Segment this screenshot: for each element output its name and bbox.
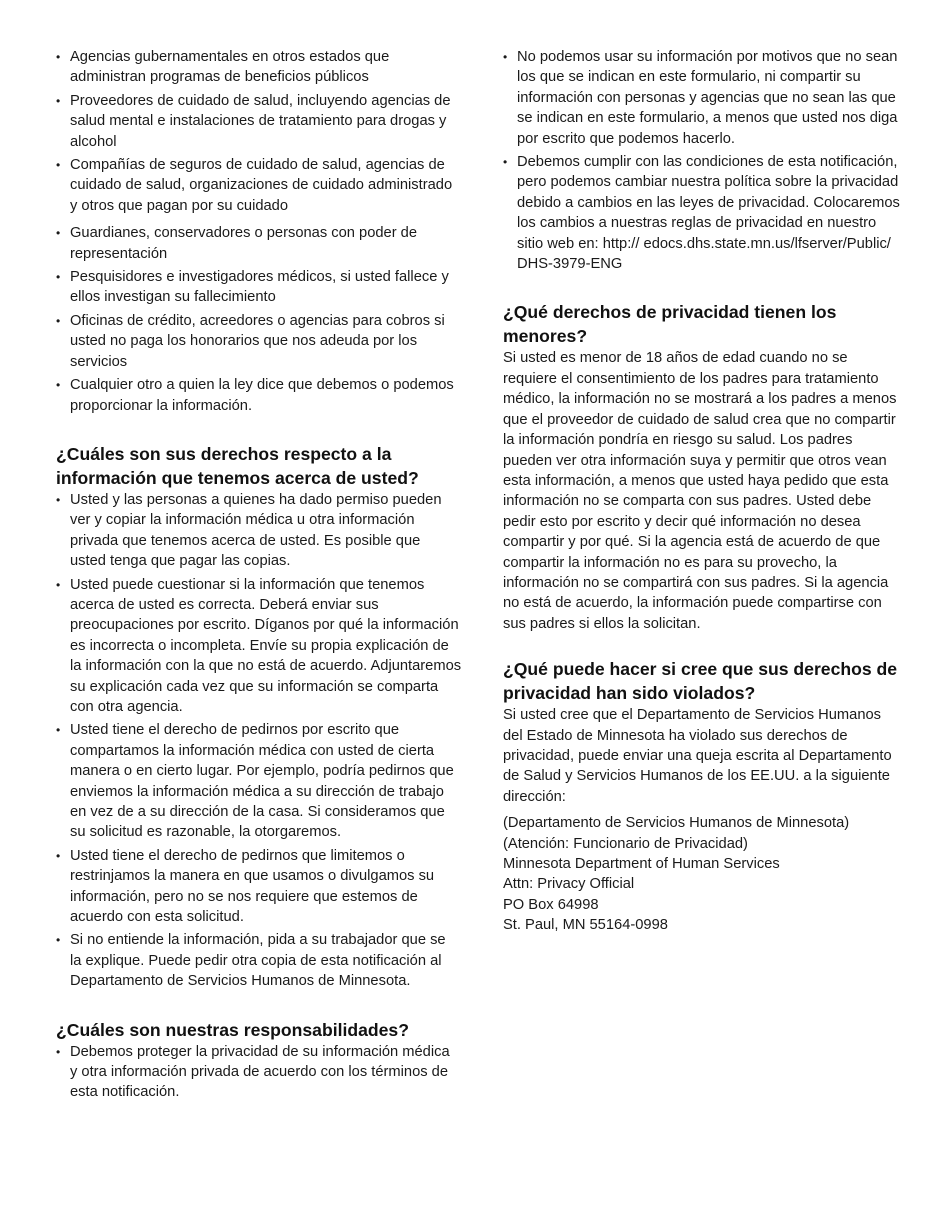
list-item: • Compañías de seguros de cuidado de salud, agencias de cuidado de salud, organizaciones de cuidado administrado y otros que pagan por su cuidado [56, 155, 456, 216]
left-column [56, 47, 462, 1106]
responsibilities-list-continued [503, 47, 901, 274]
address-line: Minnesota Department of Human Services [503, 856, 780, 872]
list-item: • Usted y las personas a quienes ha dado permiso pueden ver y copiar la información médica u otra información privada que tenemos acerca de usted. Es posible que usted tenga que pagar las copias. [56, 490, 456, 572]
mailing-address [503, 813, 901, 935]
list-item: • Debemos proteger la privacidad de su información médica y otra información privada de acuerdo con los términos de esta notificación. [56, 1042, 456, 1103]
right-column [503, 47, 901, 936]
rights-heading: ¿Cuáles son sus derechos respecto a la información que tenemos acerca de usted? [56, 443, 419, 488]
list-item: • Agencias gubernamentales en otros estados que administran programas de beneficios públicos [56, 47, 456, 88]
list-item: • Pesquisidores e investigadores médicos, si usted fallece y ellos investigan su fallecimiento [56, 267, 456, 308]
violation-heading: ¿Qué puede hacer si cree que sus derechos de privacidad han sido violados? [503, 659, 898, 704]
responsibilities-heading: ¿Cuáles son nuestras responsabilidades? [56, 1019, 409, 1040]
list-item: • No podemos usar su información por motivos que no sean los que se indican en este formulario, ni compartir su información con personas y agencias que no sean las que se indican en este formulario, a menos que usted nos diga por escrito que podemos hacerlo. [503, 47, 901, 149]
rights-list [56, 490, 462, 992]
list-item: • Oficinas de crédito, acreedores o agencias para cobros si usted no paga los honorarios que nos adeuda por los servicios [56, 311, 456, 372]
address-line: St. Paul, MN 55164-0998 [503, 917, 668, 934]
list-item: • Usted tiene el derecho de pedirnos por escrito que compartamos la información médica con usted de cierta manera o en cierto lugar. Por ejemplo, podría pedirnos que enviemos la información médica a su dirección de trabajo en vez de a su dirección de la casa. Si consideramos que su solicitud es razonable, la otorgaremos. [56, 720, 456, 842]
disclosure-list [56, 47, 456, 416]
list-item: • Debemos cumplir con las condiciones de esta notificación, pero podemos cambiar nuestra política sobre la privacidad debido a cambios en las leyes de privacidad. Colocaremos los cambios a nuestras reglas de privacidad en nuestro sitio web en: http:// edocs.dhs.state.mn.us/lfserver/Public/ DHS-3979-ENG [503, 152, 901, 274]
list-item: • Cualquier otro a quien la ley dice que debemos o podemos proporcionar la información. [56, 375, 456, 416]
minors-paragraph: Si usted es menor de 18 años de edad cuando no se requiere el consentimiento de los padres para tratamiento médico, la información no se mostrará a los padres a menos que el proveedor de cuidado de salud crea que no compartir la información pondría en riesgo su salud. Los padres pueden ver otra información suya y permitir que otros vean esta información, a menos que usted haya pedido que esta información no se comparta con sus padres. Usted debe pedir esto por escrito y decir qué información no desea compartir y por qué. Si la agencia está de acuerdo de que compartir la información no es para su provecho, la información no se compartirá con sus padres. Si la agencia no está de acuerdo, la información puede compartirse con sus padres si ellos la solicitan. [503, 350, 897, 632]
address-line: Attn: Privacy Official [503, 876, 635, 893]
address-line: PO Box 64998 [503, 896, 599, 913]
minors-heading: ¿Qué derechos de privacidad tienen los menores? [503, 302, 837, 347]
list-item: • Guardianes, conservadores o personas con poder de representación [56, 223, 456, 264]
list-item: • Proveedores de cuidado de salud, incluyendo agencias de salud mental e instalaciones de tratamiento para drogas y alcohol [56, 91, 456, 152]
list-item: • Si no entiende la información, pida a su trabajador que se la explique. Puede pedir otra copia de esta notificación al Departamento de Servicios Humanos de Minnesota. [56, 930, 456, 991]
list-item: • Usted tiene el derecho de pedirnos que limitemos o restrinjamos la manera en que usamos o divulgamos su información, pero no se nos requiere que estemos de acuerdo con esta solicitud. [56, 846, 456, 928]
violation-paragraph: Si usted cree que el Departamento de Servicios Humanos del Estado de Minnesota ha violado sus derechos de privacidad, puede enviar una queja escrita al Departamento de Salud y Servicios Humanos de los EE.UU. a la siguiente dirección: [503, 707, 892, 805]
responsibilities-list [56, 1042, 456, 1103]
address-line: (Atención: Funcionario de Privacidad) [503, 835, 748, 852]
address-line: (Departamento de Servicios Humanos de Minnesota) [503, 815, 850, 832]
list-item: • Usted puede cuestionar si la información que tenemos acerca de usted es correcta. Deberá enviar sus preocupaciones por escrito. Díganos por qué la información es incorrecta o incompleta. Envíe su propia explicación de la información con la que no está de acuerdo. Adjuntaremos su explicación cada vez que su información se comparta con otra agencia. [56, 575, 464, 718]
